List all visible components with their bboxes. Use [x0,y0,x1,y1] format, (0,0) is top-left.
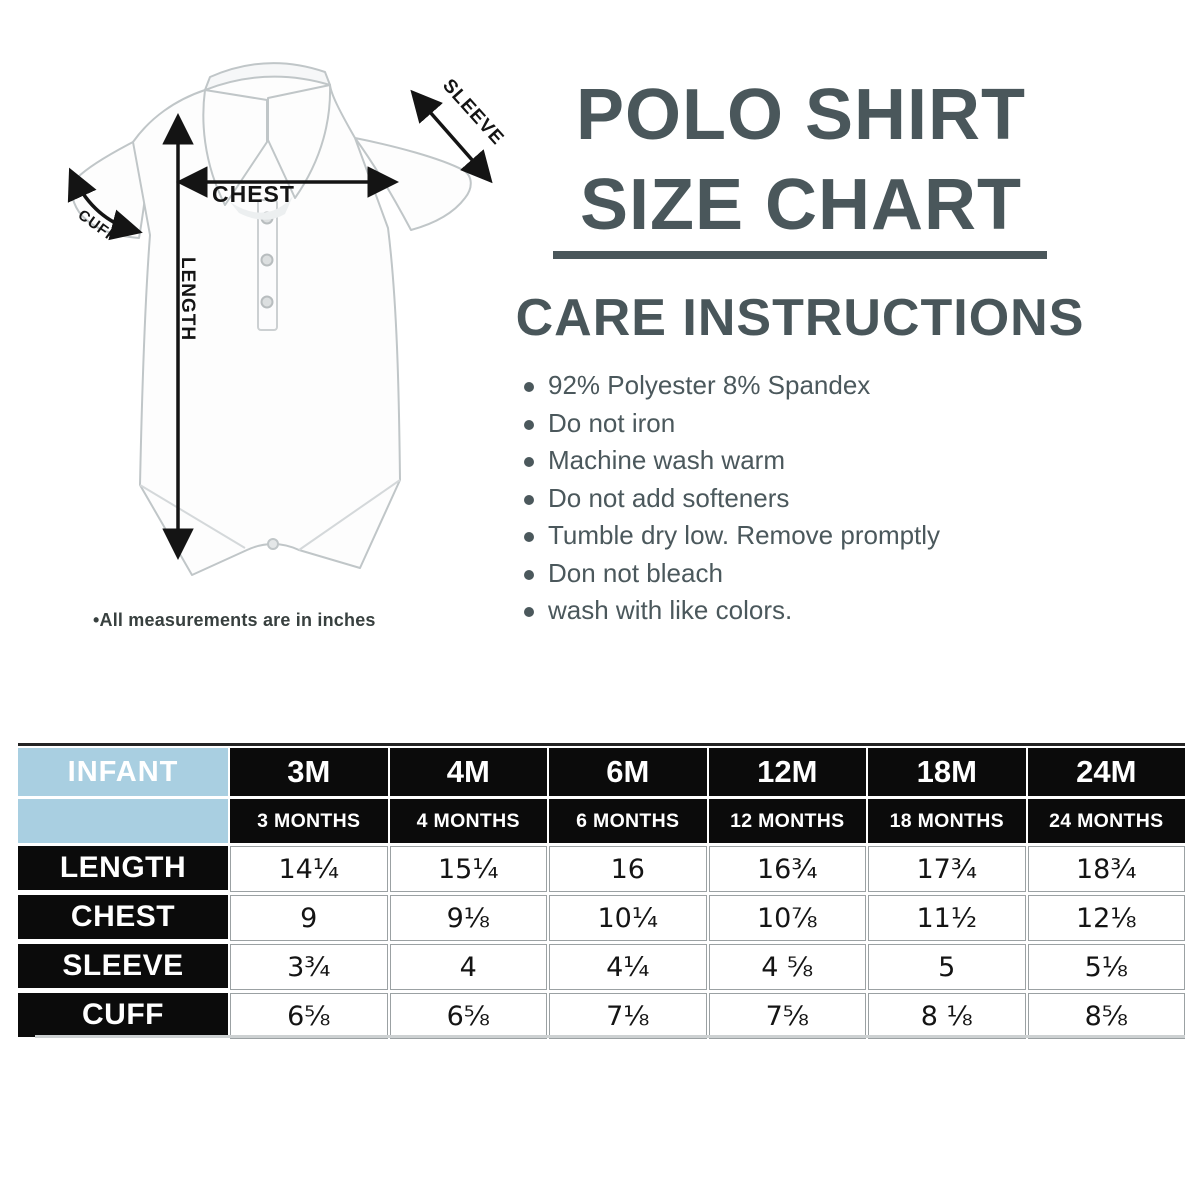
care-item [524,408,1144,446]
bullet-icon [524,570,534,580]
care-item-text: Machine wash warm [548,445,785,475]
polo-measurement-diagram [55,50,505,600]
size-code-cell: 18M [868,748,1026,796]
page-title-line2: SIZE CHART [580,165,1022,245]
size-months-cell: 4 MONTHS [390,799,548,843]
row-label-sleeve: SLEEVE [18,944,228,988]
value-cell: 10¼ [549,895,707,941]
size-months-cell: 24 MONTHS [1028,799,1186,843]
size-months-cell: 3 MONTHS [230,799,388,843]
size-code-cell: 6M [549,748,707,796]
care-item [524,558,1144,596]
care-item [524,483,1144,521]
care-item [524,445,1144,483]
length-label: LENGTH [177,257,198,342]
size-table [18,743,1185,1039]
value-cell: 7⅝ [709,993,867,1039]
value-cell: 15¼ [390,846,548,892]
care-item-text: Don not bleach [548,557,723,588]
value-cell: 14¼ [230,846,388,892]
value-cell: 4¼ [549,944,707,990]
infant-subheader-cell [18,799,228,843]
care-item-text: Do not iron [548,407,676,438]
sleeve-label: SLEEVE [438,75,505,150]
bullet-icon [524,607,534,617]
value-cell: 11½ [868,895,1026,941]
value-cell: 12⅛ [1028,895,1186,941]
size-months-cell: 6 MONTHS [549,799,707,843]
value-cell: 9⅛ [390,895,548,941]
care-item-text: Do not add softeners [548,482,790,513]
value-cell: 5⅛ [1028,944,1186,990]
bodysuit-graphic [72,63,471,575]
value-cell: 16¾ [709,846,867,892]
value-cell: 17¾ [868,846,1026,892]
value-cell: 8 ⅛ [868,993,1026,1039]
measurements-note: •All measurements are in inches [93,610,376,630]
care-instructions-list [524,370,1144,633]
row-label-chest: CHEST [18,895,228,939]
infant-header-cell: INFANT [18,748,228,796]
value-cell: 6⅝ [230,993,388,1039]
title-underline [553,251,1047,259]
bullet-icon [524,495,534,505]
bullet-icon [524,382,534,392]
size-code-cell: 24M [1028,748,1186,796]
page-title [505,70,1097,250]
page-title-line1: POLO SHIRT [575,75,1026,155]
value-cell: 6⅝ [390,993,548,1039]
table-shadow [35,1035,1185,1038]
bullet-icon [524,532,534,542]
size-code-cell: 12M [709,748,867,796]
care-item [524,520,1144,558]
size-code-cell: 4M [390,748,548,796]
care-item-text: wash with like colors. [548,595,793,625]
care-instructions-heading: CARE INSTRUCTIONS [515,289,1085,347]
care-item-text: 92% Polyester 8% Spandex [548,370,871,400]
size-code-cell: 3M [230,748,388,796]
row-label-cuff: CUFF [18,993,228,1037]
bullet-icon [524,457,534,467]
size-months-cell: 12 MONTHS [709,799,867,843]
chest-label: CHEST [212,181,295,207]
value-cell: 3¾ [230,944,388,990]
value-cell: 4 ⅝ [709,944,867,990]
care-item [524,595,1144,633]
row-label-length: LENGTH [18,846,228,890]
value-cell: 18¾ [1028,846,1186,892]
value-cell: 4 [390,944,548,990]
bullet-icon [524,420,534,430]
value-cell: 10⅞ [709,895,867,941]
care-item-text: Tumble dry low. Remove promptly [548,520,941,550]
care-item [524,370,1144,408]
value-cell: 8⅝ [1028,993,1186,1039]
value-cell: 9 [230,895,388,941]
polo-diagram-svg [55,50,505,600]
value-cell: 7⅛ [549,993,707,1039]
cuff-label: CUFF [74,206,121,247]
value-cell: 16 [549,846,707,892]
value-cell: 5 [868,944,1026,990]
size-months-cell: 18 MONTHS [868,799,1026,843]
